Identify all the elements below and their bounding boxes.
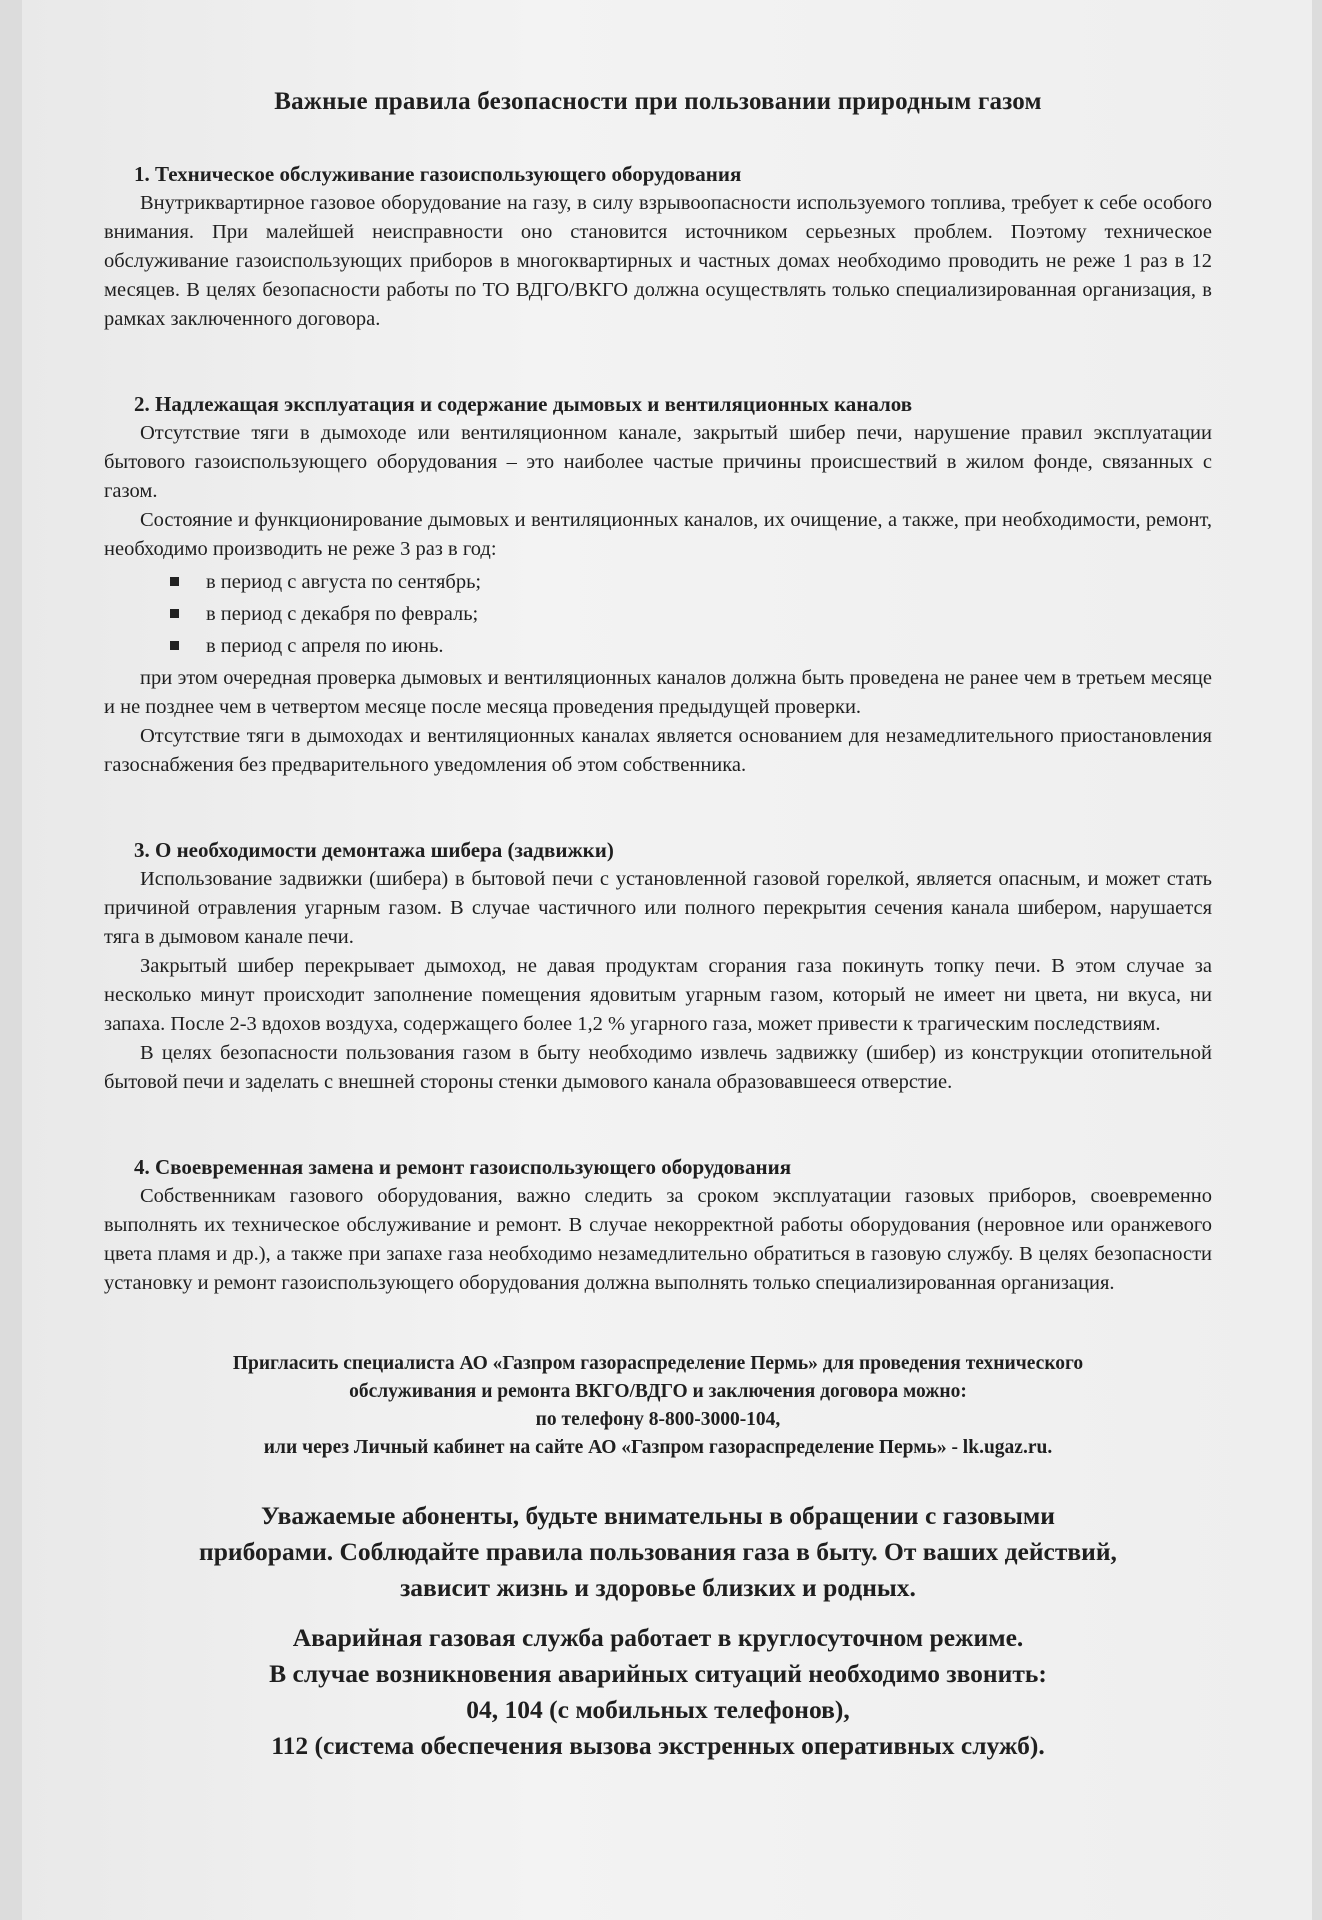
contact-website: или через Личный кабинет на сайте АО «Газпром газораспределение Пермь» - lk.ugaz.ru. xyxy=(263,1437,1053,1458)
section-paragraph: В целях безопасности пользования газом в быту необходимо извлечь задвижку (шибер) из конструкции отопительной бытовой печи и заделать с внешней стороны стенки дымового канала образовавшееся отверстие. xyxy=(104,1042,1212,1093)
emergency-notice xyxy=(104,1620,1212,1764)
warning-line: приборами. Соблюдайте правила пользования газа в быту. От ваших действий, xyxy=(199,1537,1117,1566)
section-damper xyxy=(104,838,1212,1097)
section-paragraph: Использование задвижки (шибера) в бытовой печи с установленной газовой горелкой, является опасным, и может стать причиной отравления угарным газом. В случае частичного или полного перекрытия сечения канала шибером, нарушается тяга в дымовом канале печи. xyxy=(104,868,1212,948)
section-paragraph: при этом очередная проверка дымовых и вентиляционных каналов должна быть проведена не ранее чем в третьем месяце и не позднее чем в четвертом месяце после месяца проведения предыдущей проверки. xyxy=(104,667,1212,718)
list-item xyxy=(170,566,1212,598)
section-heading: 3. О необходимости демонтажа шибера (задвижки) xyxy=(134,838,614,862)
contact-line: обслуживания и ремонта ВКГО/ВДГО и заключения договора можно: xyxy=(349,1381,967,1402)
section-chimneys xyxy=(104,392,1212,780)
list-item-text: в период с декабря по февраль; xyxy=(206,603,479,625)
list-item-text: в период с августа по сентябрь; xyxy=(206,571,482,593)
contact-line: Пригласить специалиста АО «Газпром газораспределение Пермь» для проведения технического xyxy=(232,1353,1084,1374)
section-heading: 1. Техническое обслуживание газоиспользующего оборудования xyxy=(134,162,742,186)
document-page xyxy=(22,0,1312,1920)
emergency-line: В случае возникновения аварийных ситуаций необходимо звонить: xyxy=(269,1659,1047,1688)
section-heading: 2. Надлежащая эксплуатация и содержание дымовых и вентиляционных каналов xyxy=(134,392,913,416)
list-item xyxy=(170,598,1212,630)
square-bullet-icon xyxy=(170,641,179,650)
section-paragraph: Отсутствие тяги в дымоходах и вентиляционных каналах является основанием для незамедлительного приостановления газоснабжения без предварительного уведомления об этом собственника. xyxy=(104,725,1212,776)
warning-line: Уважаемые абоненты, будьте внимательны в обращении с газовыми xyxy=(261,1501,1055,1530)
list-item-text: в период с апреля по июнь. xyxy=(206,635,444,657)
section-paragraph: Собственникам газового оборудования, важно следить за сроком эксплуатации газовых приборов, своевременно выполнять их техническое обслуживание и ремонт. В случае некорректной работы оборудования (неровное или оранжевого цвета пламя и др.), а также при запахе газа необходимо незамедлительно обратиться в газовую службу. В целях безопасности установку и ремонт газоиспользующего оборудования должна выполнять только специализированная организация. xyxy=(104,1185,1212,1294)
warning-notice xyxy=(104,1498,1212,1606)
emergency-numbers: 04, 104 (с мобильных телефонов), xyxy=(466,1695,850,1724)
section-paragraph: Внутриквартирное газовое оборудование на газу, в силу взрывоопасности используемого топлива, требует к себе особого внимания. При малейшей неисправности оно становится источником серьезных проблем. Поэтому техническое обслуживание газоиспользующих приборов в многоквартирных и частных домах необходимо проводить не реже 1 раз в 12 месяцев. В целях безопасности работы по ТО ВДГО/ВКГО должна осуществлять только специализированная организация, в рамках заключенного договора. xyxy=(104,192,1212,330)
section-paragraph: Отсутствие тяги в дымоходе или вентиляционном канале, закрытый шибер печи, нарушение правил эксплуатации бытового газоиспользующего оборудования – это наиболее частые причины происшествий в жилом фонде, связанных с газом. xyxy=(104,422,1212,502)
emergency-line: Аварийная газовая служба работает в круглосуточном режиме. xyxy=(292,1623,1024,1652)
square-bullet-icon xyxy=(170,609,179,618)
section-heading: 4. Своевременная замена и ремонт газоиспользующего оборудования xyxy=(134,1155,792,1179)
emergency-numbers: 112 (система обеспечения вызова экстренных оперативных служб). xyxy=(271,1731,1045,1760)
section-paragraph: Закрытый шибер перекрывает дымоход, не давая продуктам сгорания газа покинуть топку печи. В этом случае за несколько минут происходит заполнение помещения ядовитым угарным газом, который не имеет ни цвета, ни вкуса, ни запаха. После 2-3 вдохов воздуха, содержащего более 1,2 % угарного газа, может привести к трагическим последствиям. xyxy=(104,955,1212,1035)
section-replacement xyxy=(104,1155,1212,1298)
inspection-periods-list xyxy=(104,566,1212,662)
contact-info xyxy=(104,1350,1212,1462)
warning-line: зависит жизнь и здоровье близких и родных. xyxy=(400,1573,916,1602)
contact-phone: по телефону 8-800-3000-104, xyxy=(535,1409,781,1430)
list-item xyxy=(170,630,1212,662)
section-paragraph: Состояние и функционирование дымовых и вентиляционных каналов, их очищение, а также, при необходимости, ремонт, необходимо производить не реже 3 раз в год: xyxy=(104,509,1212,560)
document-title: Важные правила безопасности при пользовании природным газом xyxy=(274,88,1042,115)
section-maintenance xyxy=(104,162,1212,334)
square-bullet-icon xyxy=(170,577,179,586)
